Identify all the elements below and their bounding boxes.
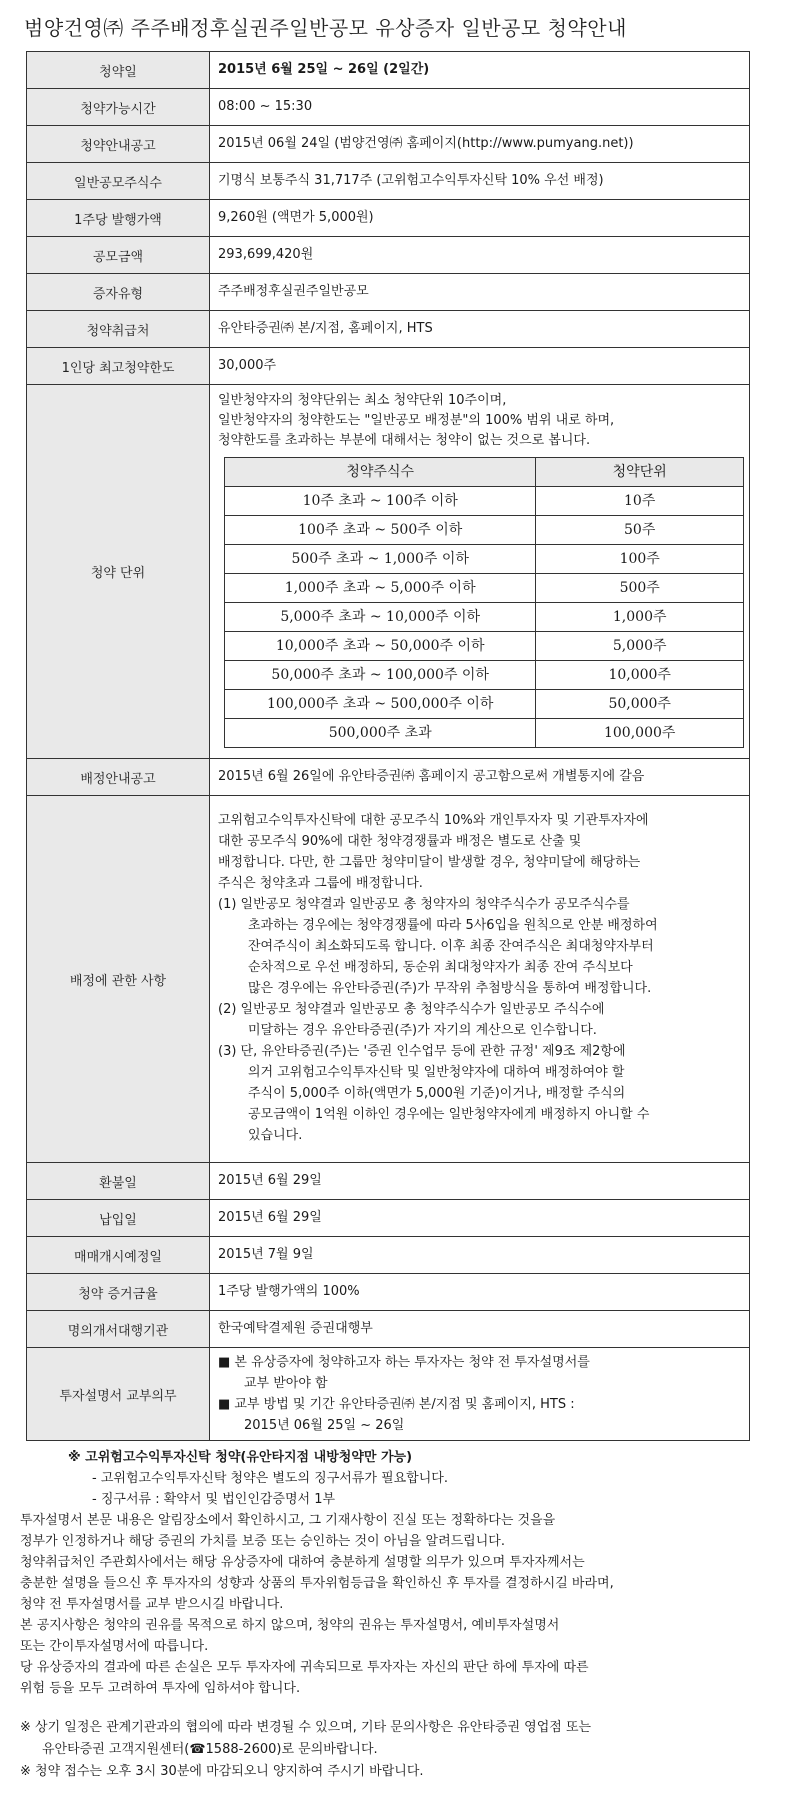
allotment-line: 초과하는 경우에는 청약경쟁률에 따라 5사6입을 원칙으로 안분 배정하여 (248, 918, 658, 933)
subscription-info-table (26, 51, 750, 1441)
footer-line: 유안타증권 고객지원센터(☎1588-2600)로 문의바랍니다. (42, 1742, 378, 1757)
allotment-line: (3) 단, 유안타증권(주)는 '증권 인수업무 등에 관한 규정' 제9조 제2항에 (218, 1044, 626, 1059)
row-label: 배정안내공고 (27, 759, 210, 796)
unit-table-row (225, 574, 744, 603)
table-row (27, 163, 750, 200)
unit-header-unit: 청약단위 (536, 458, 744, 487)
prospectus-line: ■ 본 유상증자에 청약하고자 하는 투자자는 청약 전 투자설명서를 (218, 1355, 590, 1370)
unit-table-row (225, 516, 744, 545)
table-row (27, 759, 750, 796)
unit-table-row (225, 661, 744, 690)
allotment-line: 의거 고위험고수익투자신탁 및 일반청약자에 대하여 배정하여야 할 (248, 1065, 625, 1080)
footer-line: ※ 상기 일정은 관계기관과의 협의에 따라 변경될 수 있으며, 기타 문의사항은 유안타증권 영업점 또는 (20, 1720, 592, 1735)
row-label: 일반공모주식수 (27, 163, 210, 200)
table-row (27, 385, 750, 759)
transfer-agent-value: 한국예탁결제원 증권대행부 (210, 1311, 750, 1348)
row-label: 납입일 (27, 1200, 210, 1237)
unit-range: 100,000주 초과 ~ 500,000주 이하 (225, 690, 536, 719)
notice-value: 2015년 06월 24일 (범양건영㈜ 홈페이지(http://www.pumyang.net)) (210, 126, 750, 163)
allotment-line: 배정합니다. 다만, 한 그룹만 청약미달이 발생할 경우, 청약미달에 해당하는 (218, 855, 641, 870)
unit-intro-line: 일반청약자의 청약단위는 최소 청약단위 10주이며, (218, 393, 507, 408)
row-label: 매매개시예정일 (27, 1237, 210, 1274)
table-row (27, 237, 750, 274)
unit-range: 10주 초과 ~ 100주 이하 (225, 487, 536, 516)
note-line: 청약취급처인 주관회사에서는 해당 유상증자에 대하여 충분하게 설명할 의무가 있으며 투자자께서는 (20, 1555, 585, 1570)
unit-range: 100주 초과 ~ 500주 이하 (225, 516, 536, 545)
table-row (27, 200, 750, 237)
notes-section (20, 1447, 760, 1699)
row-label: 증자유형 (27, 274, 210, 311)
unit-size: 50주 (536, 516, 744, 545)
unit-size: 1,000주 (536, 603, 744, 632)
allotment-details-cell (210, 796, 750, 1163)
unit-size: 100,000주 (536, 719, 744, 748)
table-row (27, 1237, 750, 1274)
unit-table-row (225, 487, 744, 516)
unit-size: 100주 (536, 545, 744, 574)
handling-office-value: 유안타증권㈜ 본/지점, 홈페이지, HTS (210, 311, 750, 348)
margin-rate-value: 1주당 발행가액의 100% (210, 1274, 750, 1311)
unit-range: 50,000주 초과 ~ 100,000주 이하 (225, 661, 536, 690)
increase-type-value: 주주배정후실권주일반공모 (210, 274, 750, 311)
unit-table-row (225, 632, 744, 661)
unit-size: 10,000주 (536, 661, 744, 690)
unit-table (224, 457, 744, 748)
row-label: 배정에 관한 사항 (27, 796, 210, 1163)
row-label: 청약취급처 (27, 311, 210, 348)
subscription-date-value: 2015년 6월 25일 ~ 26일 (2일간) (210, 52, 750, 89)
allotment-line: 공모금액이 1억원 이하인 경우에는 일반청약자에게 배정하지 아니할 수 (248, 1107, 650, 1122)
unit-size: 50,000주 (536, 690, 744, 719)
refund-date-value: 2015년 6월 29일 (210, 1163, 750, 1200)
unit-range: 5,000주 초과 ~ 10,000주 이하 (225, 603, 536, 632)
note-line: 정부가 인정하거나 해당 증권의 가치를 보증 또는 승인하는 것이 아님을 알려드립니다. (20, 1534, 505, 1549)
prospectus-line: 2015년 06월 25일 ~ 26일 (244, 1418, 405, 1433)
table-row (27, 348, 750, 385)
row-label: 청약 증거금율 (27, 1274, 210, 1311)
table-row (27, 1311, 750, 1348)
footer-section (20, 1717, 760, 1783)
max-subscription-value: 30,000주 (210, 348, 750, 385)
row-label: 1인당 최고청약한도 (27, 348, 210, 385)
note-line: ※ 고위험고수익투자신탁 청약(유안타지점 내방청약만 가능) (68, 1450, 413, 1465)
table-row (27, 89, 750, 126)
row-label: 청약 단위 (27, 385, 210, 759)
prospectus-cell (210, 1348, 750, 1441)
offering-shares-value: 기명식 보통주식 31,717주 (고위험고수익투자신탁 10% 우선 배정) (210, 163, 750, 200)
unit-size: 10주 (536, 487, 744, 516)
note-line: 당 유상증자의 결과에 따른 손실은 모두 투자자에 귀속되므로 투자자는 자신의 판단 하에 투자에 따른 (20, 1660, 589, 1675)
footer-line: ※ 청약 접수는 오후 3시 30분에 마감되오니 양지하여 주시기 바랍니다. (20, 1764, 424, 1779)
offering-amount-value: 293,699,420원 (210, 237, 750, 274)
note-line: 본 공지사항은 청약의 권유를 목적으로 하지 않으며, 청약의 권유는 투자설명서, 예비투자설명서 (20, 1618, 560, 1633)
row-label: 환불일 (27, 1163, 210, 1200)
note-line: 충분한 설명을 들으신 후 투자자의 성향과 상품의 투자위험등급을 확인하신 후 투자를 결정하시길 바라며, (20, 1576, 614, 1591)
unit-header-shares: 청약주식수 (225, 458, 536, 487)
unit-table-row (225, 545, 744, 574)
prospectus-line: 교부 받아야 함 (244, 1376, 328, 1391)
note-line: 위험 등을 모두 고려하여 투자에 임하셔야 합니다. (20, 1681, 301, 1696)
table-row (27, 1163, 750, 1200)
note-line: - 고위험고수익투자신탁 청약은 별도의 징구서류가 필요합니다. (92, 1471, 448, 1486)
allotment-line: 많은 경우에는 유안타증권(주)가 무작위 추첨방식을 통하여 배정합니다. (248, 981, 652, 996)
allotment-line: 고위험고수익투자신탁에 대한 공모주식 10%와 개인투자자 및 기관투자자에 (218, 813, 649, 828)
table-row (27, 311, 750, 348)
unit-intro-line: 일반청약자의 청약한도는 "일반공모 배정분"의 100% 범위 내로 하며, (218, 413, 615, 428)
unit-table-row (225, 719, 744, 748)
unit-range: 1,000주 초과 ~ 5,000주 이하 (225, 574, 536, 603)
allotment-line: 주식이 5,000주 이하(액면가 5,000원 기준)이거나, 배정할 주식의 (248, 1086, 626, 1101)
allotment-line: 대한 공모주식 90%에 대한 청약경쟁률과 배정은 별도로 산출 및 (218, 834, 582, 849)
table-row (27, 1348, 750, 1441)
unit-size: 500주 (536, 574, 744, 603)
page-title: 범양건영㈜ 주주배정후실권주일반공모 유상증자 일반공모 청약안내 (24, 16, 627, 40)
trading-start-value: 2015년 7월 9일 (210, 1237, 750, 1274)
issue-price-value: 9,260원 (액면가 5,000원) (210, 200, 750, 237)
allotment-line: (1) 일반공모 청약결과 일반공모 총 청약자의 청약주식수가 공모주식수를 (218, 897, 630, 912)
table-row (27, 1200, 750, 1237)
unit-table-header (225, 458, 744, 487)
unit-range: 500,000주 초과 (225, 719, 536, 748)
unit-intro-line: 청약한도를 초과하는 부분에 대해서는 청약이 없는 것으로 봅니다. (218, 433, 591, 448)
table-row (27, 52, 750, 89)
row-label: 청약안내공고 (27, 126, 210, 163)
unit-range: 500주 초과 ~ 1,000주 이하 (225, 545, 536, 574)
allotment-notice-value: 2015년 6월 26일에 유안타증권㈜ 홈페이지 공고함으로써 개별통지에 갈음 (210, 759, 750, 796)
allotment-line: 순차적으로 우선 배정하되, 동순위 최대청약자가 최종 잔여 주식보다 (248, 960, 633, 975)
allotment-line: 주식은 청약초과 그룹에 배정합니다. (218, 876, 423, 891)
unit-range: 10,000주 초과 ~ 50,000주 이하 (225, 632, 536, 661)
row-label: 청약가능시간 (27, 89, 210, 126)
row-label: 1주당 발행가액 (27, 200, 210, 237)
allotment-line: 있습니다. (248, 1128, 303, 1143)
row-label: 공모금액 (27, 237, 210, 274)
allotment-line: 잔여주식이 최소화되도록 합니다. 이후 최종 잔여주식은 최대청약자부터 (248, 939, 654, 954)
subscription-hours-value: 08:00 ~ 15:30 (210, 89, 750, 126)
row-label: 투자설명서 교부의무 (27, 1348, 210, 1441)
subscription-unit-cell (210, 385, 750, 759)
unit-table-row (225, 690, 744, 719)
note-line: 투자설명서 본문 내용은 알림장소에서 확인하시고, 그 기재사항이 진실 또는 정확하다는 것을을 (20, 1513, 556, 1528)
allotment-line: (2) 일반공모 청약결과 일반공모 총 청약주식수가 일반공모 주식수에 (218, 1002, 605, 1017)
unit-table-row (225, 603, 744, 632)
note-line: 청약 전 투자설명서를 교부 받으시길 바랍니다. (20, 1597, 284, 1612)
payment-date-value: 2015년 6월 29일 (210, 1200, 750, 1237)
note-line: - 징구서류 : 확약서 및 법인인감증명서 1부 (92, 1492, 336, 1507)
table-row (27, 796, 750, 1163)
row-label: 청약일 (27, 52, 210, 89)
table-row (27, 1274, 750, 1311)
allotment-line: 미달하는 경우 유안타증권(주)가 자기의 계산으로 인수합니다. (248, 1023, 597, 1038)
row-label: 명의개서대행기관 (27, 1311, 210, 1348)
table-row (27, 126, 750, 163)
unit-size: 5,000주 (536, 632, 744, 661)
prospectus-line: ■ 교부 방법 및 기간 유안타증권㈜ 본/지점 및 홈페이지, HTS : (218, 1397, 575, 1412)
unit-intro (218, 389, 741, 457)
table-row (27, 274, 750, 311)
note-line: 또는 간이투자설명서에 따릅니다. (20, 1639, 209, 1654)
